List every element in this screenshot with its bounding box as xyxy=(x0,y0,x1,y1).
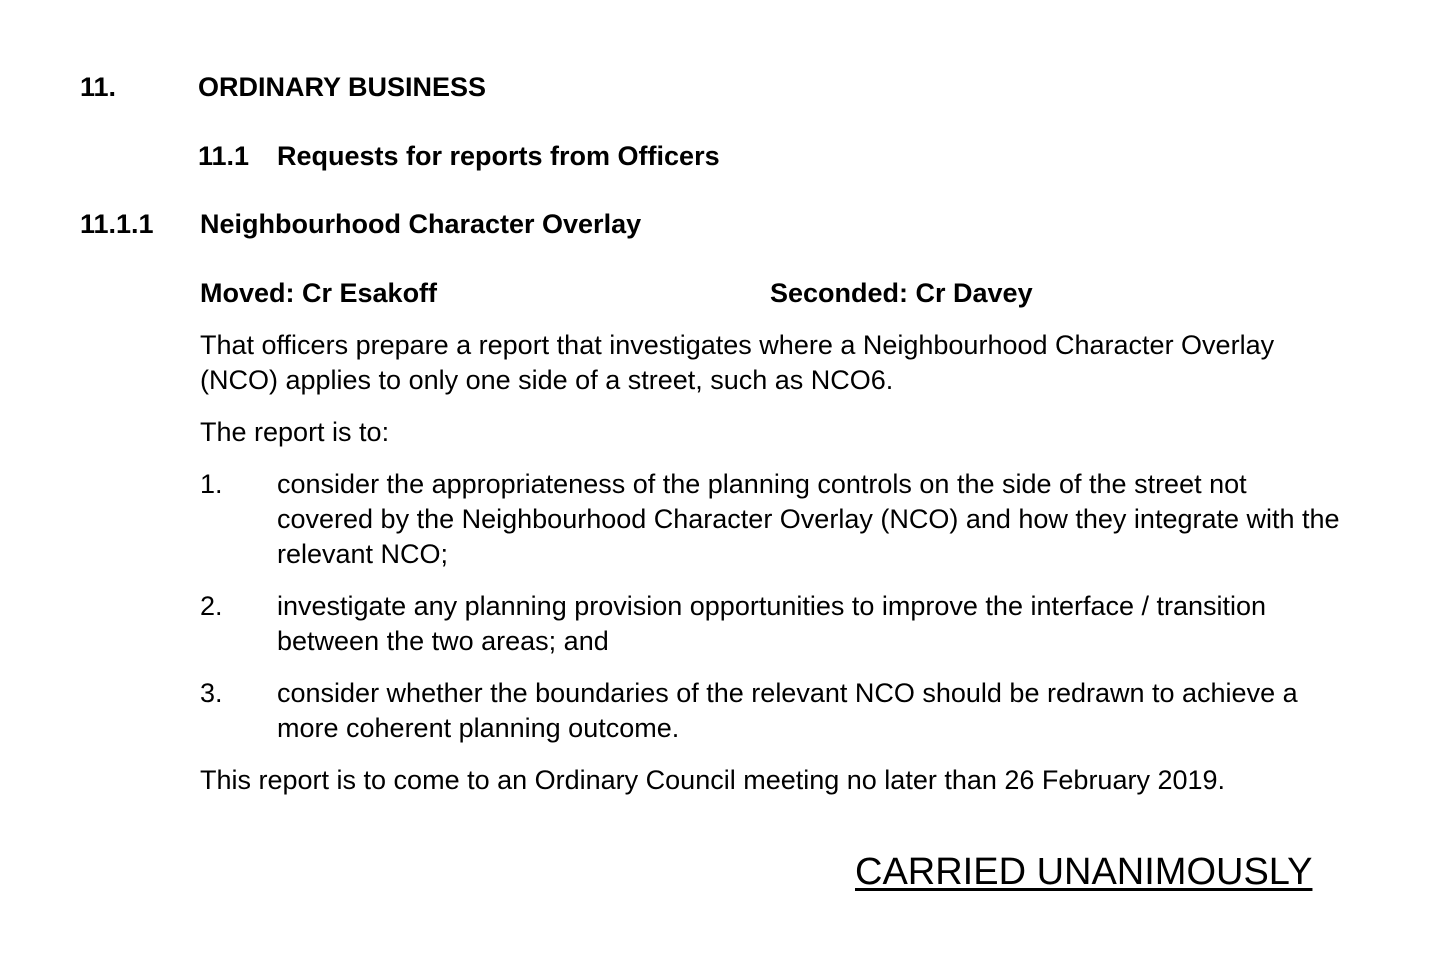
motion-result: CARRIED UNANIMOUSLY xyxy=(855,851,1313,893)
subsection-number: 11.1 xyxy=(198,141,250,171)
list-item-number: 3. xyxy=(200,678,223,708)
report-deadline: This report is to come to an Ordinary Council meeting no later than 26 February 2019. xyxy=(200,765,1226,795)
seconded-by: Seconded: Cr Davey xyxy=(770,278,1033,308)
subsection-title: Requests for reports from Officers xyxy=(277,141,720,171)
list-item-number: 2. xyxy=(200,591,223,621)
item-number: 11.1.1 xyxy=(80,209,154,239)
motion-intro: That officers prepare a report that investigates where a Neighbourhood Character Overlay (NCO) applies to only one side of a street, such as NCO6. xyxy=(200,330,1275,395)
list-item-text: consider the appropriateness of the planning controls on the side of the street not covered by the Neighbourhood Character Overlay (NCO) and how they integrate with the relevant NCO; xyxy=(277,469,1340,569)
list-item-number: 1. xyxy=(200,469,223,499)
report-lead: The report is to: xyxy=(200,417,390,447)
list-item-text: investigate any planning provision opportunities to improve the interface / transition between the two areas; and xyxy=(277,591,1267,656)
list-item-text: consider whether the boundaries of the relevant NCO should be redrawn to achieve a more coherent planning outcome. xyxy=(277,678,1298,743)
item-title: Neighbourhood Character Overlay xyxy=(200,209,642,239)
moved-by: Moved: Cr Esakoff xyxy=(200,278,438,308)
section-title: ORDINARY BUSINESS xyxy=(198,72,487,102)
section-number: 11. xyxy=(80,72,117,102)
